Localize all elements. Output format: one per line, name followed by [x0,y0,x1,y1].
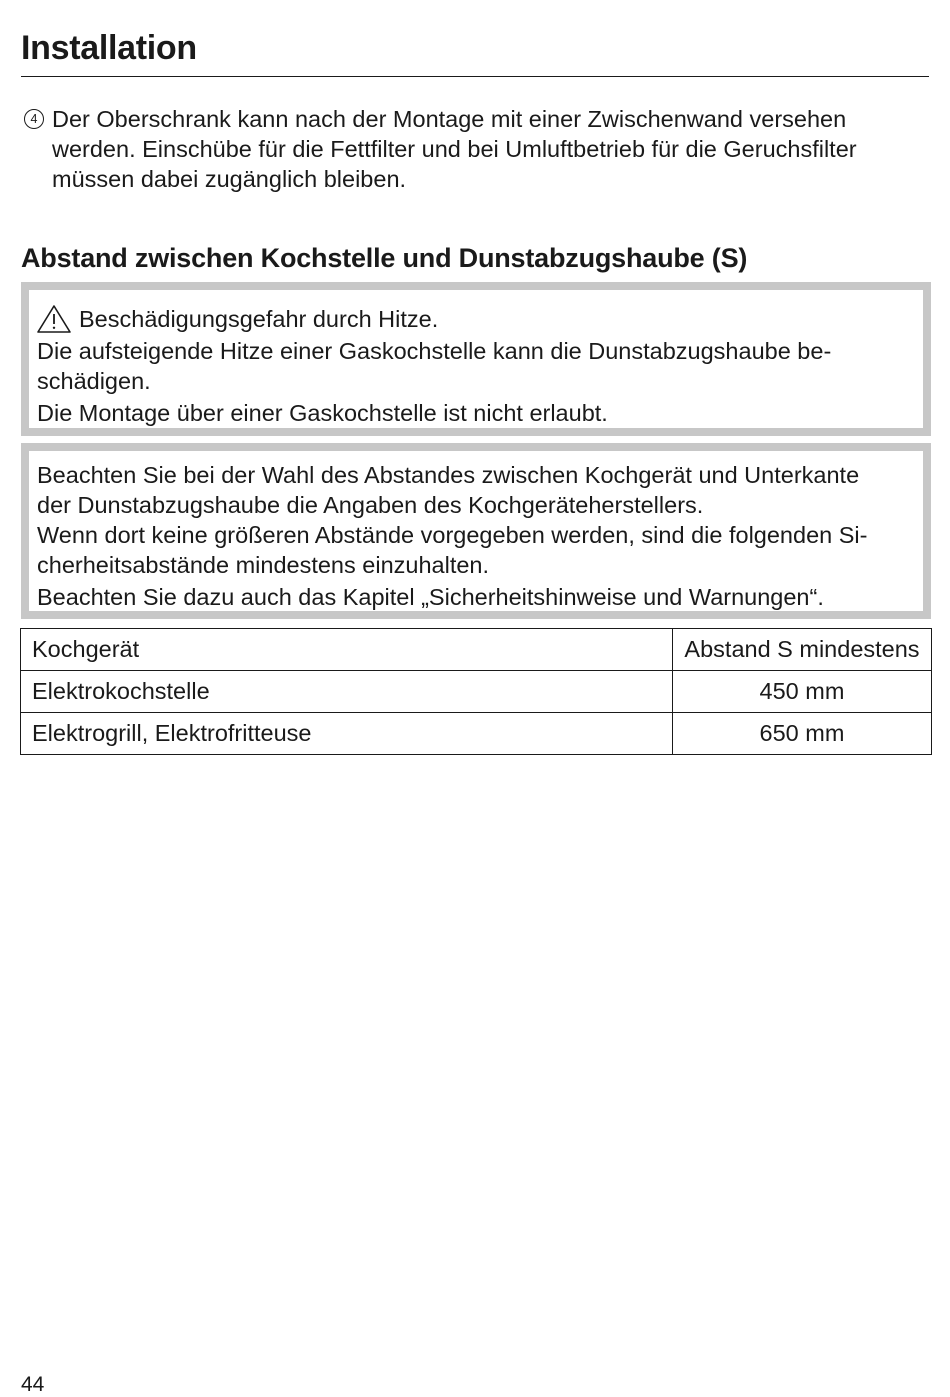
table-header-cell: Abstand S mindestens [673,629,932,671]
table-cell: 450 mm [673,671,932,713]
warning-text-line: Die Montage über einer Gaskochstelle ist nicht erlaubt. [37,400,608,426]
table-cell: 650 mm [673,713,932,755]
note-text-line: Beachten Sie dazu auch das Kapitel „Sicherheitshinweise und Warnungen“. [37,584,824,610]
note-text-line: Wenn dort keine größeren Abstände vorgegeben werden, sind die folgenden Si- [37,522,868,548]
warning-title: Beschädigungsgefahr durch Hitze. [79,306,439,332]
table-cell: Elektrokochstelle [21,671,673,713]
page-title: Installation [21,29,197,67]
warning-triangle-icon [36,304,72,334]
table-cell: Elektrogrill, Elektrofritteuse [21,713,673,755]
table-header-row [21,629,932,671]
warning-text-line: Die aufsteigende Hitze einer Gaskochstelle kann die Dunstabzugshaube be- [37,338,832,364]
warning-text-line: schädigen. [37,368,151,394]
step-number-badge: 4 [24,109,44,129]
table-row [21,713,932,755]
note-text-line: der Dunstabzugshaube die Angaben des Kochgeräteherstellers. [37,492,704,518]
distance-table [20,628,932,755]
step-text: Der Oberschrank kann nach der Montage mit einer Zwischenwand versehen werden. Einschübe für die Fettfilter und bei Umluftbetrieb für die Geruchsfilter müssen dabei zugänglich bleiben. [52,106,857,192]
warning-title-line [37,304,923,334]
note-box [21,443,931,619]
page-number: 44 [21,1373,45,1396]
note-text-line: cherheitsabstände mindestens einzuhalten. [37,552,490,578]
installation-step [21,104,921,194]
title-divider [21,76,929,77]
table-row [21,671,932,713]
table-header-cell: Kochgerät [21,629,673,671]
note-text-line: Beachten Sie bei der Wahl des Abstandes zwischen Kochgerät und Unterkante [37,462,860,488]
warning-box [21,282,931,436]
section-heading: Abstand zwischen Kochstelle und Dunstabzugshaube (S) [21,243,748,273]
